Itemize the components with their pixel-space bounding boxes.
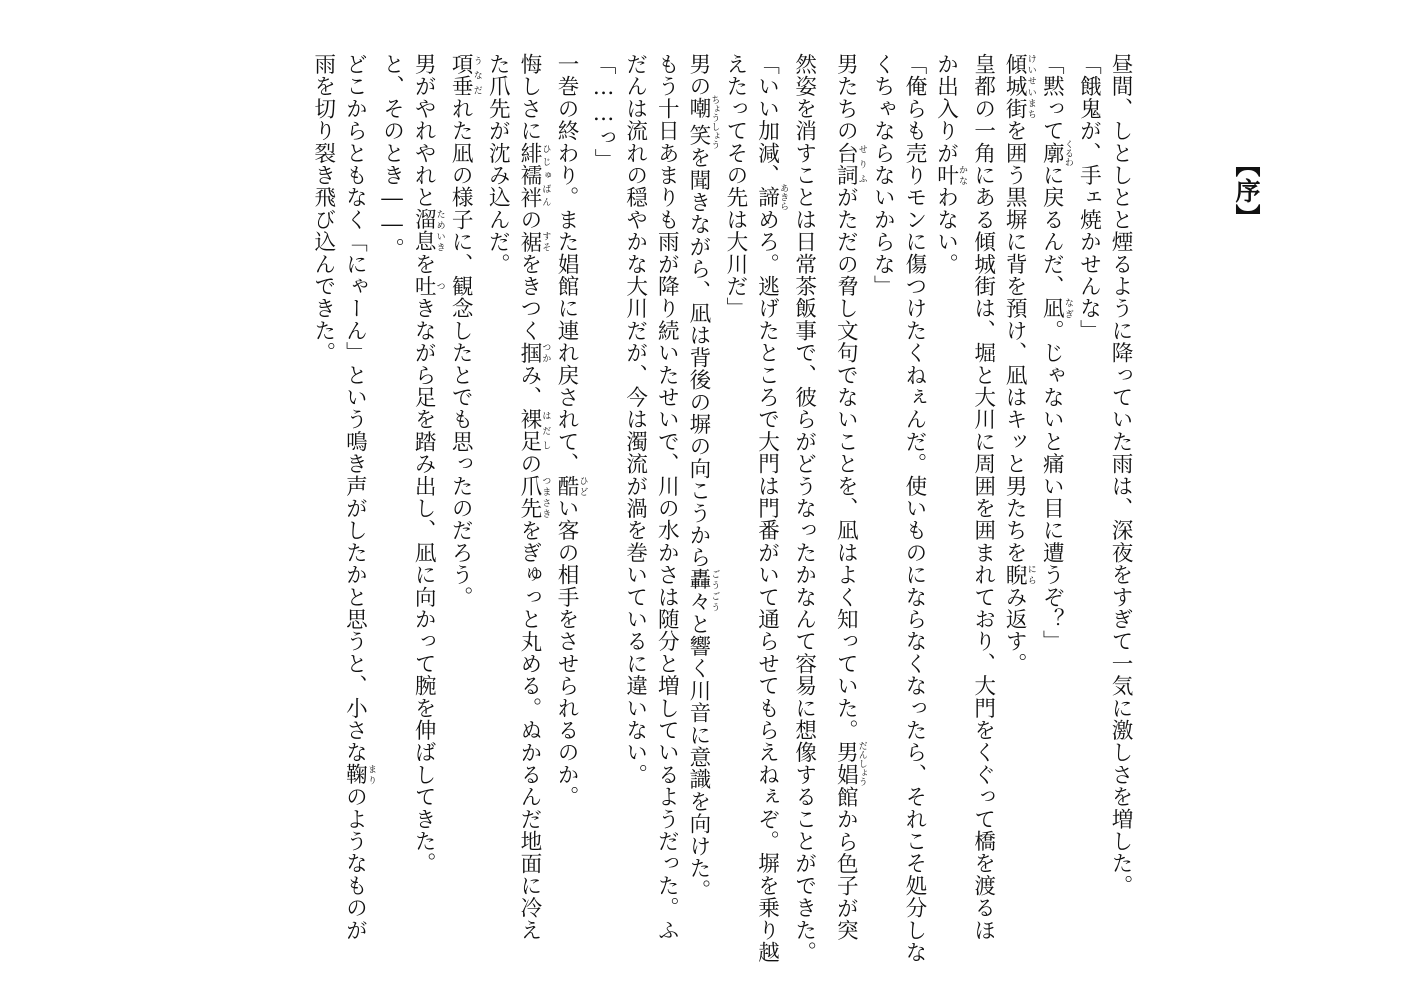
chapter-heading: 【序】 (1232, 152, 1261, 230)
furigana: 溜息ためいき (411, 208, 445, 253)
text-line-18: 悔しさに緋襦袢ひじゅばんの裾すそをきつく掴つかみ、裸足はだしの爪先つまさきをぎゅっと丸める。ぬかるんだ地面に冷え (516, 53, 551, 942)
furigana: 項垂うなだ (448, 53, 482, 98)
furigana: 鞠まり (342, 763, 376, 786)
text-line-9: 男たちの台詞せりふがただの脅し文句でないことを、凪はよく知っていた。男娼だんしょう館から色子が突 (833, 53, 867, 942)
furigana: 裸足はだし (516, 408, 551, 453)
text-line-15: だんは流れの穏やかな大川だが、今は濁流が渦を巻いているに違いない。 (622, 53, 648, 786)
text-line-11: 「いい加減、諦あきらめろ。逃げたところで大門は門番がいて通らせてもらえねぇぞ。塀を乗り越 (754, 53, 789, 964)
text-line-4: 傾城街けいせいまちを囲う黒塀に背を預け、凪はキッと男たちを睨にらみ返す。 (1002, 53, 1036, 675)
text-line-19: た爪先が沈み込んだ。 (485, 53, 511, 275)
furigana: 叶かな (933, 164, 968, 187)
text-line-21: 男がやれやれと溜息ためいきを吐つきながら足を踏み出し、凪に向かって腕を伸ばしてきた。 (411, 53, 445, 875)
text-line-1: 昼間、しとしとと煙るように降っていた雨は、深夜をすぎて一気に激しさを増した。 (1108, 53, 1133, 897)
furigana: 吐つ (411, 275, 445, 298)
furigana: 裾すそ (516, 230, 551, 253)
text-line-12: えたってその先は大川だ」 (722, 53, 748, 320)
furigana: 台詞せりふ (833, 141, 867, 187)
furigana: 轟々ごうごう (685, 568, 720, 613)
text-line-22: と、そのとき――。 (379, 53, 405, 260)
furigana: 睨にら (1002, 563, 1036, 586)
text-line-14: もう十日あまりも雨が降り続いたせいで、川の水かさは随分と増しているようだった。ふ (654, 53, 680, 941)
text-line-8: くちゃならないからな」 (870, 53, 896, 298)
furigana: 凪なぎ (1039, 297, 1073, 320)
text-line-23: どこからともなく「にゃーん」という鳴き声がしたかと思うと、小さな鞠まりのようなものが (342, 53, 376, 942)
furigana: 掴つか (516, 341, 551, 364)
furigana: 酷ひど (554, 474, 588, 498)
furigana: 廓くるわ (1039, 139, 1073, 167)
furigana: 爪先つまさき (516, 474, 551, 520)
text-line-6: か出入りが叶かなわない。 (933, 53, 968, 276)
text-line-10: 然姿を消すことは日常茶飯事で、彼らがどうなったかなんて容易に想像することができた。 (791, 53, 817, 964)
text-line-13: 男の嘲笑ちょうしょうを聞きながら、凪は背後の塀の向こうから轟々ごうごうと響く川音に意識を向けた。 (685, 53, 720, 902)
furigana: 緋襦袢ひじゅばん (516, 141, 551, 209)
text-line-7: 「俺らも売りモンに傷つけたくねぇんだ。使いものにならなくなったら、それこそ処分しな (901, 53, 927, 964)
body-text (56, 53, 1136, 983)
furigana: 傾城街けいせいまち (1002, 53, 1036, 120)
furigana: 諦あきら (754, 183, 789, 211)
text-line-17: 一巻の終わり。また娼館に連れ戻されて、酷ひどい客の相手をさせられるのか。 (554, 53, 588, 808)
text-line-20: 項垂うなだれた凪の様子に、観念したとでも思ったのだろう。 (448, 53, 482, 609)
text-line-16: 「……っ」 (591, 53, 617, 171)
text-line-5: 皇都の一角にある傾城街は、堀と大川に周囲を囲まれており、大門をくぐって橋を渡るほ (970, 53, 996, 941)
text-line-24: 雨を切り裂き飛び込んできた。 (310, 53, 336, 364)
text-line-2: 「餓鬼が、手ェ焼かせんな」 (1076, 53, 1102, 342)
text-line-3: 「黙って廓くるわに戻るんだ、凪なぎ。じゃないと痛い目に遭うぞ？」 (1039, 53, 1073, 653)
furigana: 嘲笑ちょうしょう (685, 95, 720, 150)
furigana: 男娼だんしょう (833, 741, 867, 787)
